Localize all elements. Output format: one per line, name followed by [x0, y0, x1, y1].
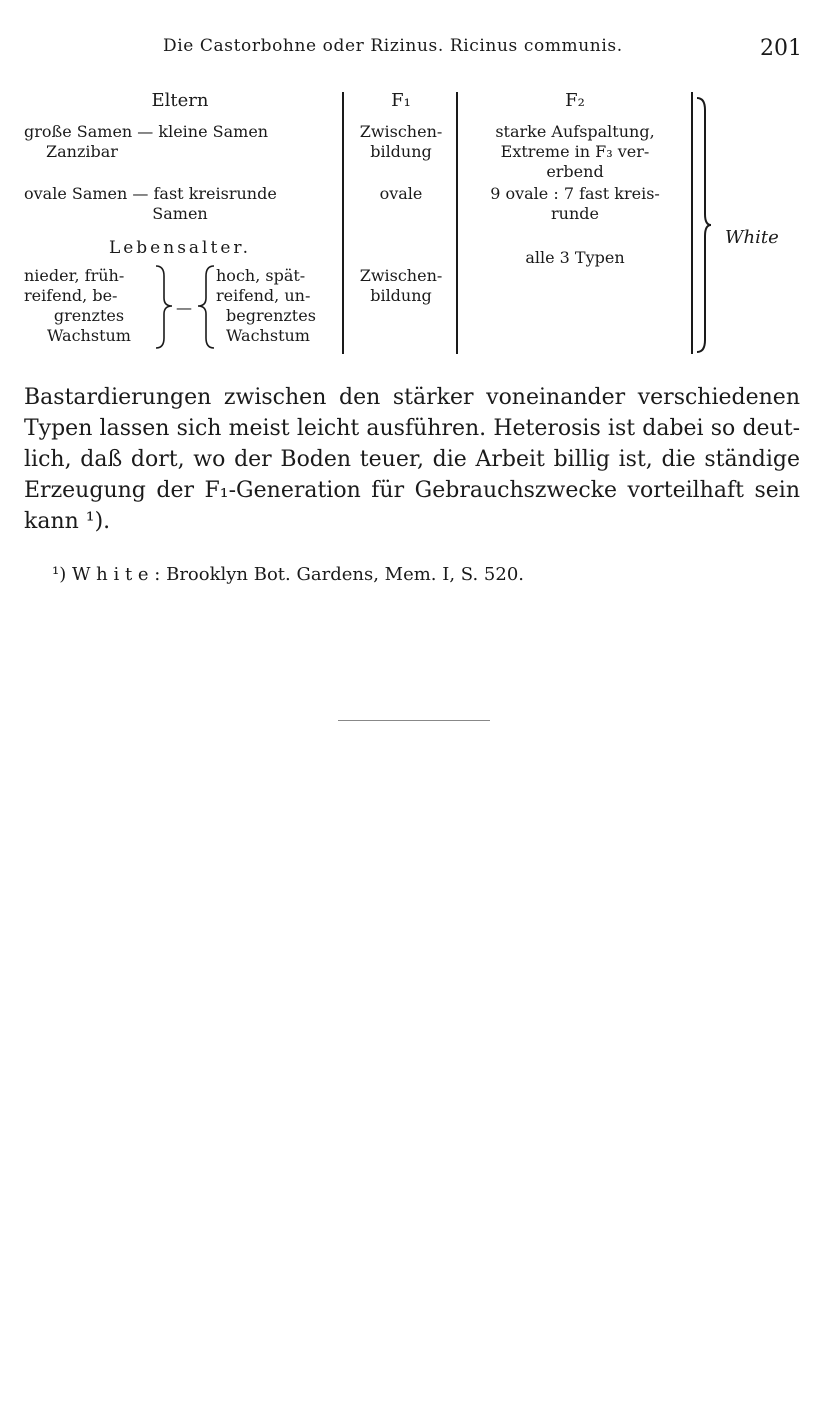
- body-paragraph: [24, 382, 800, 537]
- column-heading-eltern: Eltern: [151, 90, 209, 111]
- paragraph-line-1: Bastardierungen zwischen den stärker voneinander verschiedenen: [24, 385, 800, 410]
- paragraph-line-5: kann ¹).: [24, 509, 111, 534]
- row3-eltern-right-line3: begrenztes: [226, 306, 316, 325]
- row1-f1-line1: Zwischen-: [359, 122, 443, 141]
- row2-eltern-line2: Samen: [152, 204, 208, 223]
- row3-eltern-right-line4: Wachstum: [226, 326, 310, 345]
- row3-f2: alle 3 Typen: [525, 248, 625, 267]
- paragraph-line-4: Erzeugung der F₁-Generation für Gebrauchszwecke vorteilhaft sein: [24, 478, 800, 503]
- row3-eltern-right-line2: reifend, un-: [216, 286, 311, 305]
- source-brace: [693, 94, 713, 356]
- row3-eltern-dash: —: [176, 298, 192, 317]
- page-number: 201: [760, 36, 802, 61]
- row1-f1-line2: bildung: [370, 142, 432, 161]
- row2-f2-line1: 9 ovale : 7 fast kreis-: [490, 184, 660, 203]
- running-header-title: Die Castorbohne oder Rizinus. Ricinus communis.: [163, 36, 623, 56]
- footnote: ¹) W h i t e : Brooklyn Bot. Gardens, Mem. I, S. 520.: [52, 564, 525, 585]
- column-heading-f2: F₂: [565, 90, 585, 111]
- row3-f1-line2: bildung: [370, 286, 432, 305]
- row3-eltern-left-line2: reifend, be-: [24, 286, 118, 305]
- column-heading-f1: F₁: [391, 90, 411, 111]
- row1-f2-line3: erbend: [546, 162, 604, 181]
- row2-eltern-line1: ovale Samen — fast kreisrunde: [24, 184, 277, 203]
- row1-f2-line1: starke Aufspaltung,: [495, 122, 655, 141]
- end-separator: [338, 720, 490, 721]
- row2-f1: ovale: [379, 184, 423, 203]
- right-brace: [198, 266, 214, 348]
- row1-eltern-line2: Zanzibar: [46, 142, 118, 161]
- paragraph-line-2: Typen lassen sich meist leicht ausführen. Heterosis ist dabei so deut-: [24, 416, 800, 441]
- source-brace-path: [697, 98, 711, 352]
- section-heading-lebensalter: Lebensalter.: [108, 238, 252, 258]
- row3-eltern-left-line3: grenztes: [53, 306, 125, 325]
- row1-eltern-line1: große Samen — kleine Samen: [24, 122, 269, 141]
- row1-f2-line2: Extreme in F₃ ver-: [500, 142, 650, 161]
- left-brace: [156, 266, 172, 348]
- table-rule-2: [456, 92, 458, 354]
- paragraph-line-3: lich, daß dort, wo der Boden teuer, die Arbeit billig ist, die ständige: [24, 447, 800, 472]
- row2-f2-line2: runde: [551, 204, 599, 223]
- table-rule-1: [342, 92, 344, 354]
- row3-eltern-left-line4: Wachstum: [47, 326, 131, 345]
- row3-eltern-right-line1: hoch, spät-: [216, 266, 306, 285]
- row3-eltern-left-line1: nieder, früh-: [24, 266, 125, 285]
- row3-f1-line1: Zwischen-: [359, 266, 443, 285]
- source-label: White: [725, 227, 779, 248]
